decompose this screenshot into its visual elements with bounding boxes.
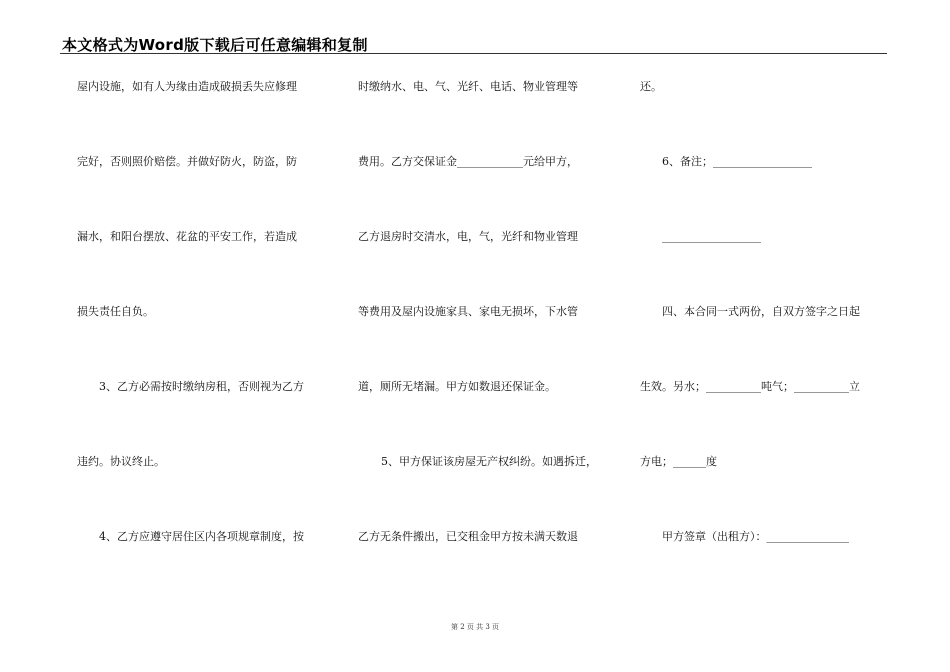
col3-line-5: 生效。另水；__________吨气；__________立 (640, 380, 860, 393)
col1-line-3: 漏水，和阳台摆放、花盆的平安工作，若造成 (77, 230, 297, 243)
col1-line-4: 损失责任自负。 (77, 305, 154, 318)
col2-line-4: 等费用及屋内设施家具、家电无损坏，下水管 (358, 305, 578, 318)
col2-line-1: 时缴纳水、电、气、光纤、电话、物业管理等 (358, 80, 578, 93)
page-number: 第 2 页 共 3 页 (450, 623, 500, 631)
col3-line-7: 甲方签章（出租方）：_______________ (662, 530, 849, 543)
col3-line-4: 四、本合同一式两份，自双方签字之日起 (662, 305, 860, 318)
col3-line-3: __________________ (662, 230, 761, 243)
col2-line-7: 乙方无条件搬出，已交租金甲方按未满天数退 (358, 530, 578, 543)
col3-line-6: 方电；______度 (640, 455, 717, 468)
col2-line-5: 道，厕所无堵漏。甲方如数退还保证金。 (358, 380, 556, 393)
col2-line-3: 乙方退房时交清水，电，气，光纤和物业管理 (358, 230, 578, 243)
header-title: 本文格式为Word版下载后可任意编辑和复制 (62, 36, 368, 54)
col3-line-2: 6、备注；__________________ (662, 155, 812, 168)
col1-line-7: 4、乙方应遵守居住区内各项规章制度，按 (99, 530, 304, 543)
header-divider (60, 53, 887, 54)
col1-line-6: 违约。协议终止。 (77, 455, 165, 468)
col1-line-1: 屋内设施，如有人为缘由造成破损丢失应修理 (77, 80, 297, 93)
col2-line-6: 5、甲方保证该房屋无产权纠纷。如遇拆迁， (381, 455, 597, 468)
col1-line-2: 完好，否则照价赔偿。并做好防火，防盗，防 (77, 155, 297, 168)
col1-line-5: 3、乙方必需按时缴纳房租，否则视为乙方 (99, 380, 304, 393)
col2-line-2: 费用。乙方交保证金____________元给甲方， (358, 155, 578, 168)
col3-line-1: 还。 (640, 80, 662, 93)
